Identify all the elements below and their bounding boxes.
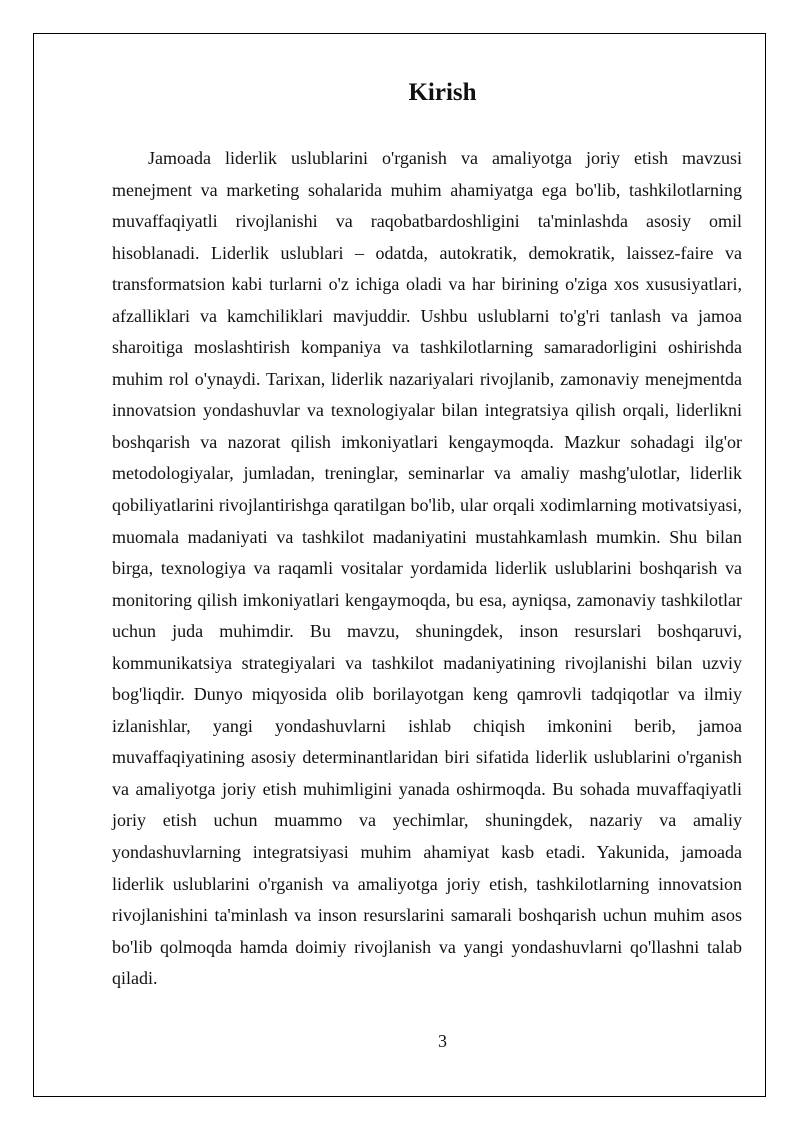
body-paragraph: Jamoada liderlik uslublarini o'rganish va amaliyotga joriy etish mavzusi menejment va marketing sohalarida muhim ahamiyatga ega bo'lib, tashkilotlarning muvaffaqiyatli rivojlanishi va raqobatbardoshligini ta'minlashda asosiy omil hisoblanadi. Liderlik uslublari – odatda, autokratik, demokratik, laissez-faire va transformatsion kabi turlarni o'z ichiga oladi va har birining o'ziga xos xususiyatlari, afzalliklari va kamchiliklari mavjuddir. Ushbu uslublarni to'g'ri tanlash va jamoa sharoitiga moslashtirish kompaniya va tashkilotlarning samaradorligini oshirishda muhim rol o'ynaydi. Tarixan, liderlik nazariyalari rivojlanib, zamonaviy menejmentda innovatsion yondashuvlar va texnologiyalar bilan integratsiya qilish orqali, liderlikni boshqarish va nazorat qilish imkoniyatlari kengaymoqda. Mazkur sohadagi ilg'or metodologiyalar, jumladan, treninglar, seminarlar va amaliy mashg'ulotlar, liderlik qobiliyatlarini rivojlantirishga qaratilgan bo'lib, ular orqali xodimlarning motivatsiyasi, muomala madaniyati va tashkilot madaniyatini mustahkamlash mumkin. Shu bilan birga, texnologiya va raqamli vositalar yordamida liderlik uslublarini boshqarish va monitoring qilish imkoniyatlari kengaymoqda, bu esa, ayniqsa, zamonaviy tashkilotlar uchun juda muhimdir. Bu mavzu, shuningdek, inson resurslari boshqaruvi, kommunikatsiya strategiyalari va tashkilot madaniyatining rivojlanishi bilan uzviy bog'liqdir. Dunyo miqyosida olib borilayotgan keng qamrovli tadqiqotlar va ilmiy izlanishlar, yangi yondashuvlarni ishlab chiqish imkonini berib, jamoa muvaffaqiyatining asosiy determinantlaridan biri sifatida liderlik uslublarini o'rganish va amaliyotga joriy etish muhimligini yanada oshirmoqda. Bu sohada muvaffaqiyatli joriy etish uchun muammo va yechimlar, shuningdek, nazariy va amaliy yondashuvlarning integratsiyasi muhim ahamiyat kasb etadi. Yakunida, jamoada liderlik uslublarini o'rganish va amaliyotga joriy etish, tashkilotlarning innovatsion rivojlanishini ta'minlash va inson resurslarini samarali boshqarish uchun muhim asos bo'lib qolmoqda hamda doimiy rivojlanish va yangi yondashuvlarni qo'llashni talab qiladi. (112, 148, 742, 989)
page-title: Kirish (408, 79, 477, 106)
page-number: 3 (438, 1031, 447, 1051)
